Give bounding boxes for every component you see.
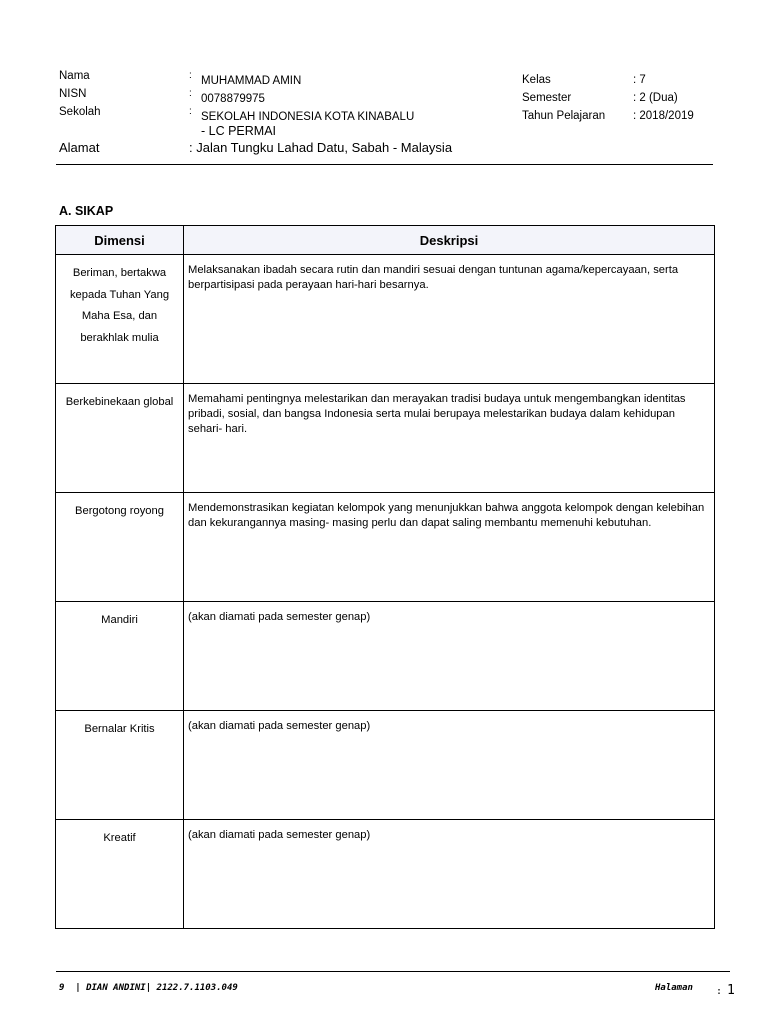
dimensi-cell: Bergotong royong xyxy=(56,493,184,602)
table-row xyxy=(56,384,715,493)
sekolah-value-line2: - LC PERMAI xyxy=(201,124,277,138)
deskripsi-cell: (akan diamati pada semester genap) xyxy=(184,602,715,711)
column-header-dimensi: Dimensi xyxy=(56,226,184,255)
deskripsi-cell: (akan diamati pada semester genap) xyxy=(184,820,715,929)
dimensi-cell: Beriman, bertakwa kepada Tuhan Yang Maha Esa, dan berakhlak mulia xyxy=(56,255,184,384)
sekolah-colon: : xyxy=(189,106,192,117)
sekolah-label: Sekolah xyxy=(59,106,101,118)
footer-page-number: 1 xyxy=(727,983,735,998)
tahun-pelajaran-label: Tahun Pelajaran xyxy=(522,110,606,122)
nisn-value: 0078879975 xyxy=(201,93,265,105)
nisn-label: NISN xyxy=(59,88,87,100)
table-row xyxy=(56,711,715,820)
nama-colon: : xyxy=(189,70,192,81)
section-title: A. SIKAP xyxy=(59,204,114,218)
kelas-label: Kelas xyxy=(522,74,551,86)
footer-divider xyxy=(56,971,730,972)
header-divider xyxy=(56,164,713,165)
semester-label: Semester xyxy=(522,92,572,104)
table-row xyxy=(56,493,715,602)
sekolah-value-line1: SEKOLAH INDONESIA KOTA KINABALU xyxy=(201,111,415,123)
footer-author: 9 | DIAN ANDINI| 2122.7.1103.049 xyxy=(59,983,238,993)
nama-label: Nama xyxy=(59,70,90,82)
nisn-colon: : xyxy=(189,88,192,99)
dimensi-cell: Berkebinekaan global xyxy=(56,384,184,493)
table-row xyxy=(56,255,715,384)
deskripsi-cell: Melaksanakan ibadah secara rutin dan mandiri sesuai dengan tuntunan agama/kepercayaan, serta berpartisipasi pada perayaan hari-hari besarnya. xyxy=(184,255,715,384)
alamat-value: : Jalan Tungku Lahad Datu, Sabah - Malaysia xyxy=(189,140,453,155)
kelas-value: : 7 xyxy=(633,74,646,86)
dimensi-cell: Bernalar Kritis xyxy=(56,711,184,820)
footer-halaman-label: Halaman xyxy=(655,983,693,993)
column-header-deskripsi: Deskripsi xyxy=(184,226,715,255)
nama-value: MUHAMMAD AMIN xyxy=(201,75,302,87)
sikap-table xyxy=(55,225,715,929)
dimensi-cell: Mandiri xyxy=(56,602,184,711)
semester-value: : 2 (Dua) xyxy=(633,92,678,104)
table-row xyxy=(56,820,715,929)
deskripsi-cell: Mendemonstrasikan kegiatan kelompok yang menunjukkan bahwa anggota kelompok dengan kelebihan dan kekurangannya masing- masing perlu dan dapat saling membantu memenuhi kebutuhan. xyxy=(184,493,715,602)
alamat-label: Alamat xyxy=(59,140,100,155)
table-header-row xyxy=(56,226,715,255)
tahun-pelajaran-value: : 2018/2019 xyxy=(633,110,694,122)
deskripsi-cell: (akan diamati pada semester genap) xyxy=(184,711,715,820)
deskripsi-cell: Memahami pentingnya melestarikan dan merayakan tradisi budaya untuk mengembangkan identitas pribadi, sosial, dan bangsa Indonesia serta mulai berupaya melestarikan budaya dalam kehidupan sehari- hari. xyxy=(184,384,715,493)
dimensi-cell: Kreatif xyxy=(56,820,184,929)
table-row xyxy=(56,602,715,711)
footer-page-colon: : xyxy=(716,986,723,997)
